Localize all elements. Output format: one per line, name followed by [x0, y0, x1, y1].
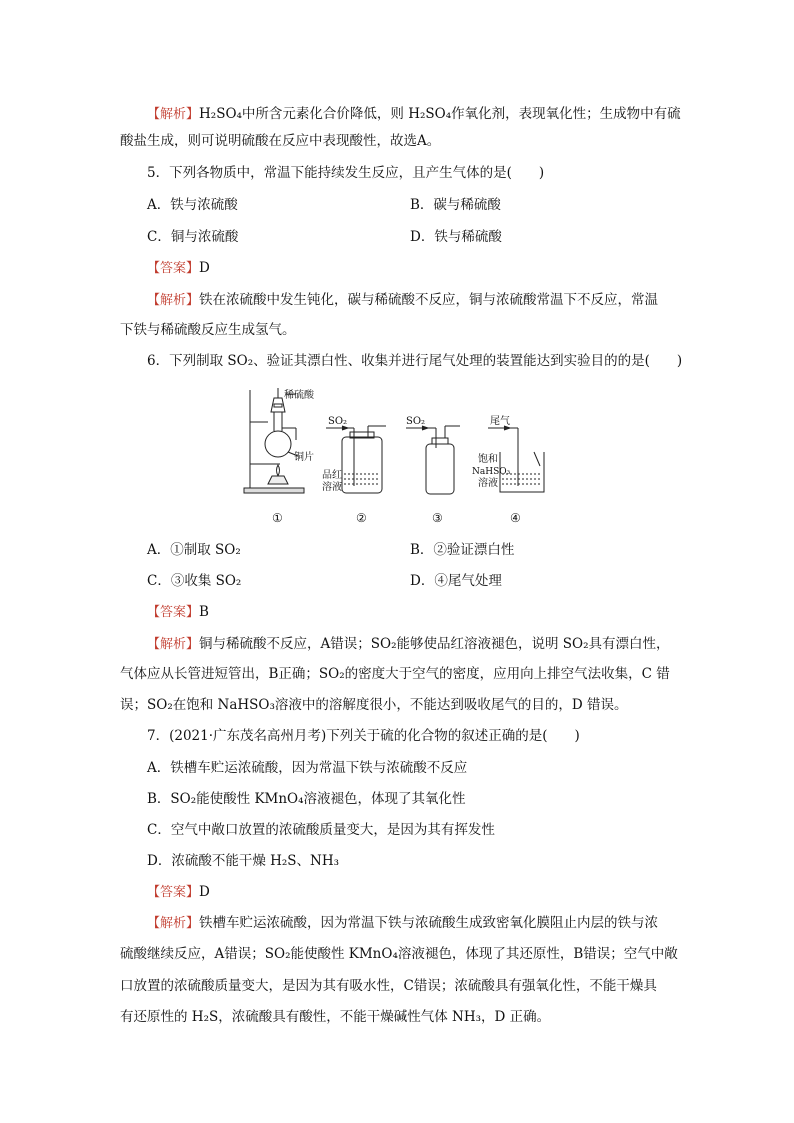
q7-answer-value: D	[199, 884, 210, 900]
gas-bottle-3	[426, 444, 454, 494]
alcohol-lamp	[268, 476, 288, 484]
label-copper: 铜片	[294, 452, 314, 463]
q7-answer	[147, 882, 210, 903]
gas-bottle-2	[342, 437, 382, 493]
q5-answer-value: D	[199, 260, 210, 276]
q7-option-a: A．铁槽车贮运浓硫酸，因为常温下铁与浓硫酸不反应	[147, 760, 468, 776]
q5-analysis-line-1	[147, 290, 658, 311]
q4-analysis-text-1: H₂SO₄中所含元素化合价降低，则 H₂SO₄作氧化剂，表现氧化性；生成物中有硫	[199, 106, 681, 122]
stand-base	[244, 488, 304, 493]
q4-analysis-line-1	[147, 104, 681, 125]
caption-4: ④	[510, 511, 521, 525]
label-nahso3: NaHSO₃	[472, 467, 511, 477]
label-dilute-acid: 稀硫酸	[284, 390, 314, 401]
q5-answer	[147, 258, 210, 279]
analysis-tag: 【解析】	[147, 107, 200, 122]
answer-tag: 【答案】	[147, 261, 200, 276]
q5-analysis-line-2: 下铁与稀硫酸反应生成氢气。	[120, 322, 296, 338]
caption-3: ③	[432, 511, 443, 525]
answer-tag: 【答案】	[147, 885, 200, 900]
q6-option-a: A．①制取 SO₂	[147, 542, 241, 558]
q6-analysis-line-1	[147, 634, 670, 655]
q5-option-c: C．铜与浓硫酸	[147, 229, 239, 245]
q5-stem: 5．下列各物质中，常温下能持续发生反应，且产生气体的是( )	[147, 165, 545, 181]
q5-option-d: D．铁与稀硫酸	[410, 229, 502, 245]
q4-analysis-line-2: 酸盐生成，则可说明硫酸在反应中表现酸性，故选A。	[120, 133, 441, 149]
analysis-tag: 【解析】	[147, 293, 200, 308]
analysis-tag: 【解析】	[147, 916, 200, 931]
q6-answer	[147, 602, 209, 623]
label-so2-3: SO₂	[406, 416, 426, 427]
dropping-funnel	[271, 398, 285, 412]
q7-option-c: C．空气中敞口放置的浓硫酸质量变大，是因为其有挥发性	[147, 822, 495, 838]
caption-2: ②	[356, 511, 367, 525]
q7-analysis-line-4: 有还原性的 H₂S，浓硫酸具有酸性，不能干燥碱性气体 NH₃，D 正确。	[120, 1009, 551, 1025]
q7-analysis-line-1	[147, 913, 658, 934]
apparatus-figure	[238, 382, 548, 532]
label-pinhong: 品红	[322, 470, 342, 481]
label-solution-4: 溶液	[478, 478, 498, 489]
q6-answer-value: B	[199, 604, 209, 620]
q7-analysis-line-3: 口放置的浓硫酸质量变大，是因为其有吸水性，C错误；浓硫酸具有强氧化性，不能干燥具	[120, 978, 657, 994]
q6-option-b: B．②验证漂白性	[410, 542, 515, 558]
q6-analysis-line-2: 气体应从长管进短管出，B正确；SO₂的密度大于空气的密度，应用向上排空气法收集，C 错	[120, 666, 670, 682]
q7-analysis-line-2: 硫酸继续反应，A错误；SO₂能使酸性 KMnO₄溶液褪色，体现了其还原性，B错误；空气中敞	[120, 946, 678, 962]
q7-stem: 7．(2021·广东茂名高州月考)下列关于硫的化合物的叙述正确的是( )	[147, 728, 580, 744]
flame	[277, 465, 280, 476]
q7-option-d: D．浓硫酸不能干燥 H₂S、NH₃	[147, 853, 340, 869]
q6-analysis-text-1: 铜与稀硫酸不反应，A错误；SO₂能够使品红溶液褪色，说明 SO₂具有漂白性，	[199, 636, 670, 652]
q7-analysis-text-1: 铁槽车贮运浓硫酸，因为常温下铁与浓硫酸生成致密氧化膜阻止内层的铁与浓	[199, 915, 659, 931]
label-tail-gas: 尾气	[490, 416, 510, 427]
q5-option-a: A．铁与浓硫酸	[147, 197, 238, 213]
q7-option-b: B．SO₂能使酸性 KMnO₄溶液褪色，体现了其氧化性	[147, 791, 466, 807]
q6-stem: 6．下列制取 SO₂、验证其漂白性、收集并进行尾气处理的装置能达到实验目的的是( )	[147, 353, 683, 369]
answer-tag: 【答案】	[147, 605, 200, 620]
label-so2-2: SO₂	[328, 416, 348, 427]
label-solution-2: 溶液	[322, 482, 342, 493]
q5-analysis-text-1: 铁在浓硫酸中发生钝化，碳与稀硫酸不反应，铜与浓硫酸常温下不反应，常温	[199, 292, 659, 308]
q6-option-d: D．④尾气处理	[410, 573, 502, 589]
round-flask	[265, 431, 291, 457]
caption-1: ①	[272, 511, 283, 525]
q6-analysis-line-3: 误；SO₂在饱和 NaHSO₃溶液中的溶解度很小，不能达到吸收尾气的目的，D 错误。	[120, 697, 628, 713]
analysis-tag: 【解析】	[147, 637, 200, 652]
label-saturated: 饱和	[478, 454, 498, 465]
q5-option-b: B．碳与稀硫酸	[410, 197, 501, 213]
q6-option-c: C．③收集 SO₂	[147, 573, 242, 589]
